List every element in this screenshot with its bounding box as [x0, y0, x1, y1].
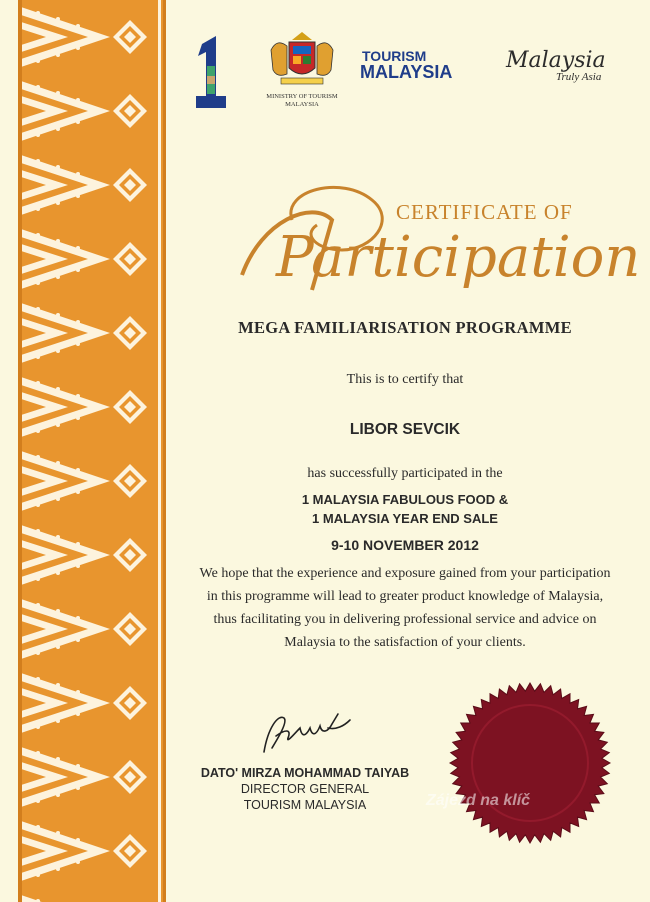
- ministry-label-line2: MALAYSIA: [285, 101, 319, 108]
- truly-asia-tag: Truly Asia: [556, 71, 602, 83]
- certificate-of-label: CERTIFICATE OF: [396, 200, 573, 224]
- tourism-malaysia-logo: [362, 48, 452, 80]
- signatory-name: DATO' MIRZA MOHAMMAD TAIYAB: [200, 766, 410, 780]
- ministry-label-line1: MINISTRY OF TOURISM: [266, 93, 338, 100]
- signatory-block: [180, 765, 430, 813]
- participated-line: has successfully participated in the: [307, 466, 503, 481]
- malaysia-script: Malaysia: [506, 48, 606, 73]
- certificate-heading-script: [222, 180, 642, 300]
- event-line-2: 1 MALAYSIA YEAR END SALE: [312, 511, 498, 526]
- signature: [258, 708, 358, 756]
- recipient-name: LIBOR SEVCIK: [349, 421, 461, 438]
- logo-row: [190, 30, 630, 120]
- body-line: We hope that the experience and exposure gained from your participation: [199, 566, 611, 581]
- event-line-1: 1 MALAYSIA FABULOUS FOOD &: [301, 492, 509, 507]
- body-line: in this programme will lead to greater product knowledge of Malaysia,: [206, 589, 604, 604]
- body-line: Malaysia to the satisfaction of your clients.: [284, 635, 526, 650]
- signatory-organisation: TOURISM MALAYSIA: [243, 798, 367, 812]
- signatory-title: DIRECTOR GENERAL: [240, 782, 370, 796]
- event-date: 9-10 NOVEMBER 2012: [331, 537, 479, 553]
- malaysia-truly-asia-logo: [506, 48, 606, 83]
- programme-title: MEGA FAMILIARISATION PROGRAMME: [238, 318, 572, 337]
- ministry-of-tourism-crest: [262, 30, 342, 120]
- 1malaysia-logo: [192, 36, 230, 108]
- certify-line: This is to certify that: [346, 372, 464, 387]
- participation-script: Participation: [276, 225, 641, 290]
- body-paragraph: [170, 562, 640, 654]
- red-wax-seal: [448, 681, 612, 845]
- songket-border: [18, 0, 166, 902]
- watermark-text: Zájezd na klíč: [426, 792, 531, 809]
- coat-of-arms-icon: [267, 30, 337, 88]
- body-line: thus facilitating you in delivering professional service and advice on: [213, 612, 597, 627]
- tourism-logo-line1: TOURISM: [362, 48, 427, 64]
- tourism-logo-line2: MALAYSIA: [360, 62, 453, 82]
